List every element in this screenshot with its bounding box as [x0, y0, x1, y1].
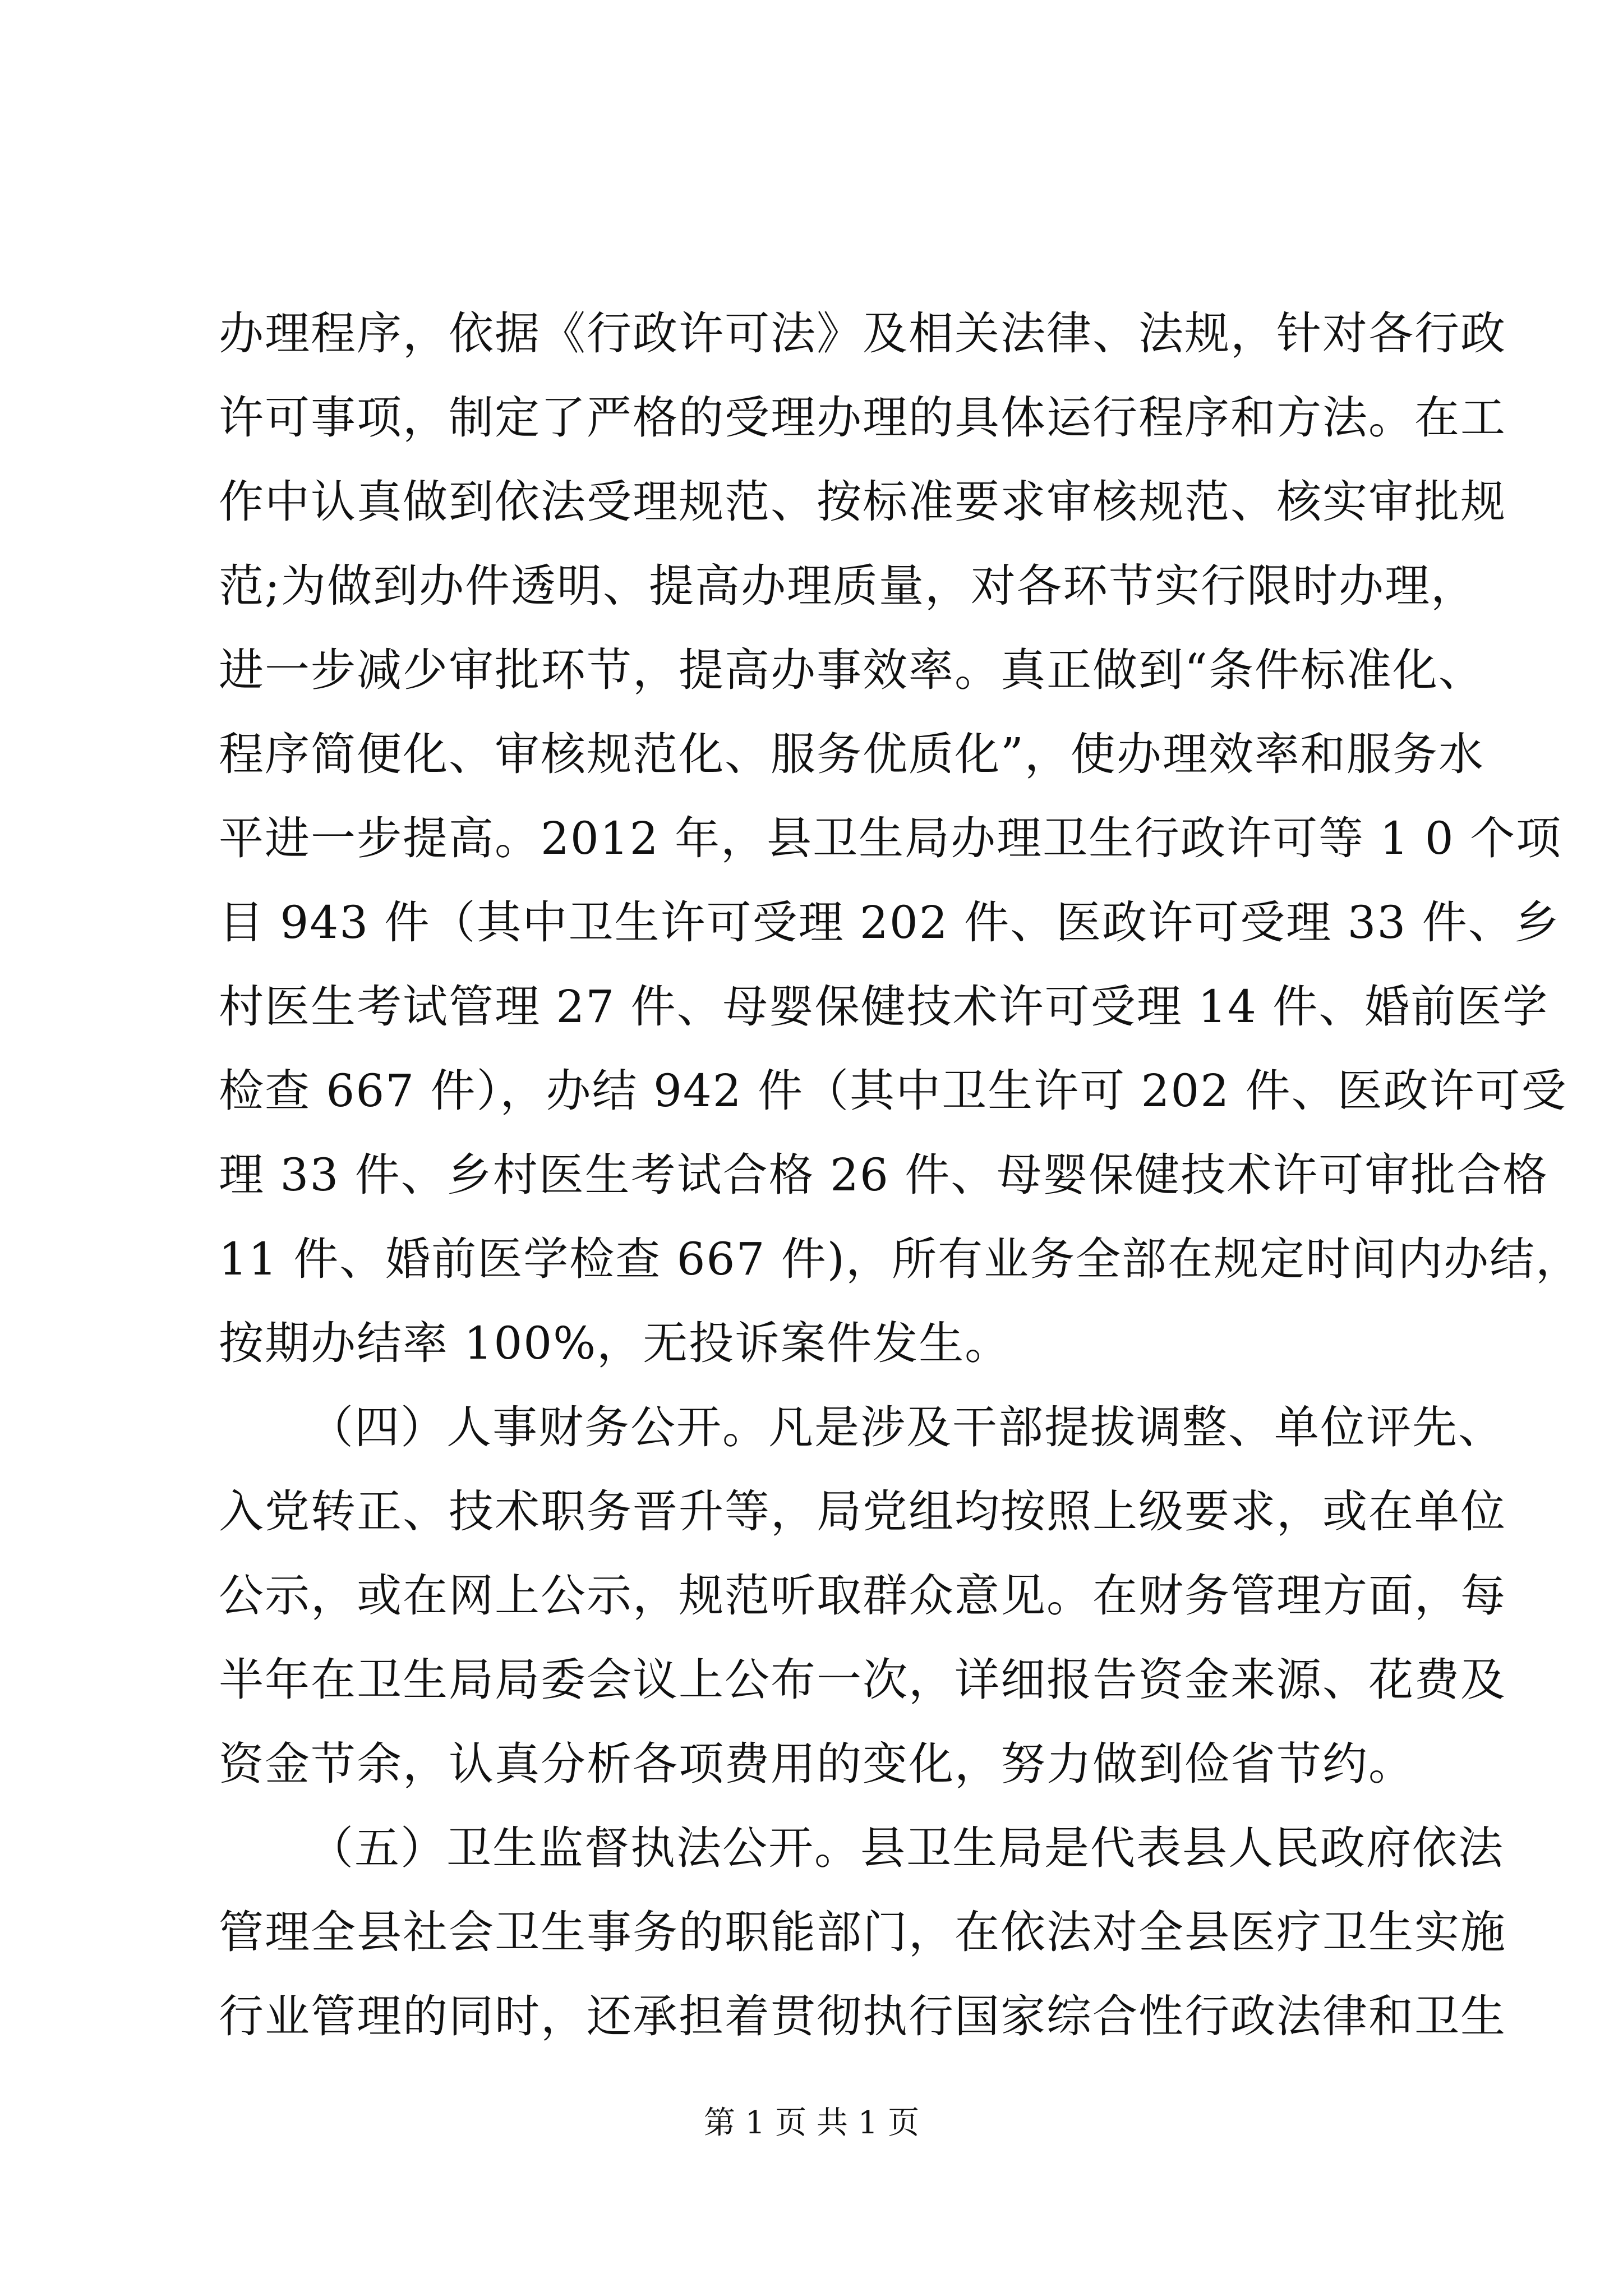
text-line: 按期办结率 100%，无投诉案件发生。	[219, 1317, 1011, 1369]
text-line: 理 33 件、乡村医生考试合格 26 件、母婴保健技术许可审批合格	[219, 1149, 1549, 1201]
text-line: 程序简便化、审核规范化、服务优质化”，使办理效率和服务水	[219, 728, 1484, 780]
text-line: 办理程序，依据《行政许可法》及相关法律、法规，针对各行政	[219, 307, 1506, 360]
text-line: 11 件、婚前医学检查 667 件)，所有业务全部在规定时间内办结，	[219, 1233, 1581, 1285]
text-line: 半年在卫生局局委会议上公布一次，详细报告资金来源、花费及	[219, 1654, 1506, 1706]
text-line: 平进一步提高。2012 年，县卫生局办理卫生行政许可等 1 0 个项	[219, 812, 1562, 864]
text-line: 行业管理的同时，还承担着贯彻执行国家综合性行政法律和卫生	[219, 1990, 1506, 2042]
text-line: 资金节余，认真分析各项费用的变化，努力做到俭省节约。	[219, 1738, 1414, 1790]
text-line: 村医生考试管理 27 件、母婴保健技术许可受理 14 件、婚前医学	[219, 981, 1549, 1033]
text-line: 许可事项，制定了严格的受理办理的具体运行程序和方法。在工	[219, 392, 1506, 444]
text-line: （五）卫生监督执法公开。县卫生局是代表县人民政府依法	[308, 1822, 1504, 1874]
text-line: （四）人事财务公开。凡是涉及干部提拔调整、单位评先、	[308, 1401, 1504, 1453]
text-line: 目 943 件（其中卫生许可受理 202 件、医政许可受理 33 件、乡	[219, 896, 1560, 949]
text-line: 范;为做到办件透明、提高办理质量，对各环节实行限时办理，	[219, 560, 1477, 612]
text-line: 进一步减少审批环节，提高办事效率。真正做到“条件标准化、	[219, 644, 1484, 696]
text-line: 检查 667 件），办结 942 件（其中卫生许可 202 件、医政许可受	[219, 1065, 1567, 1117]
text-line: 入党转正、技术职务晋升等，局党组均按照上级要求，或在单位	[219, 1485, 1506, 1538]
text-line: 管理全县社会卫生事务的职能部门，在依法对全县医疗卫生实施	[219, 1906, 1506, 1958]
page-footer: 第 1 页 共 1 页	[703, 2105, 920, 2141]
body-text	[219, 292, 1581, 2059]
text-line: 公示，或在网上公示，规范听取群众意见。在财务管理方面，每	[219, 1570, 1506, 1622]
text-line: 作中认真做到依法受理规范、按标准要求审核规范、核实审批规	[219, 476, 1506, 528]
